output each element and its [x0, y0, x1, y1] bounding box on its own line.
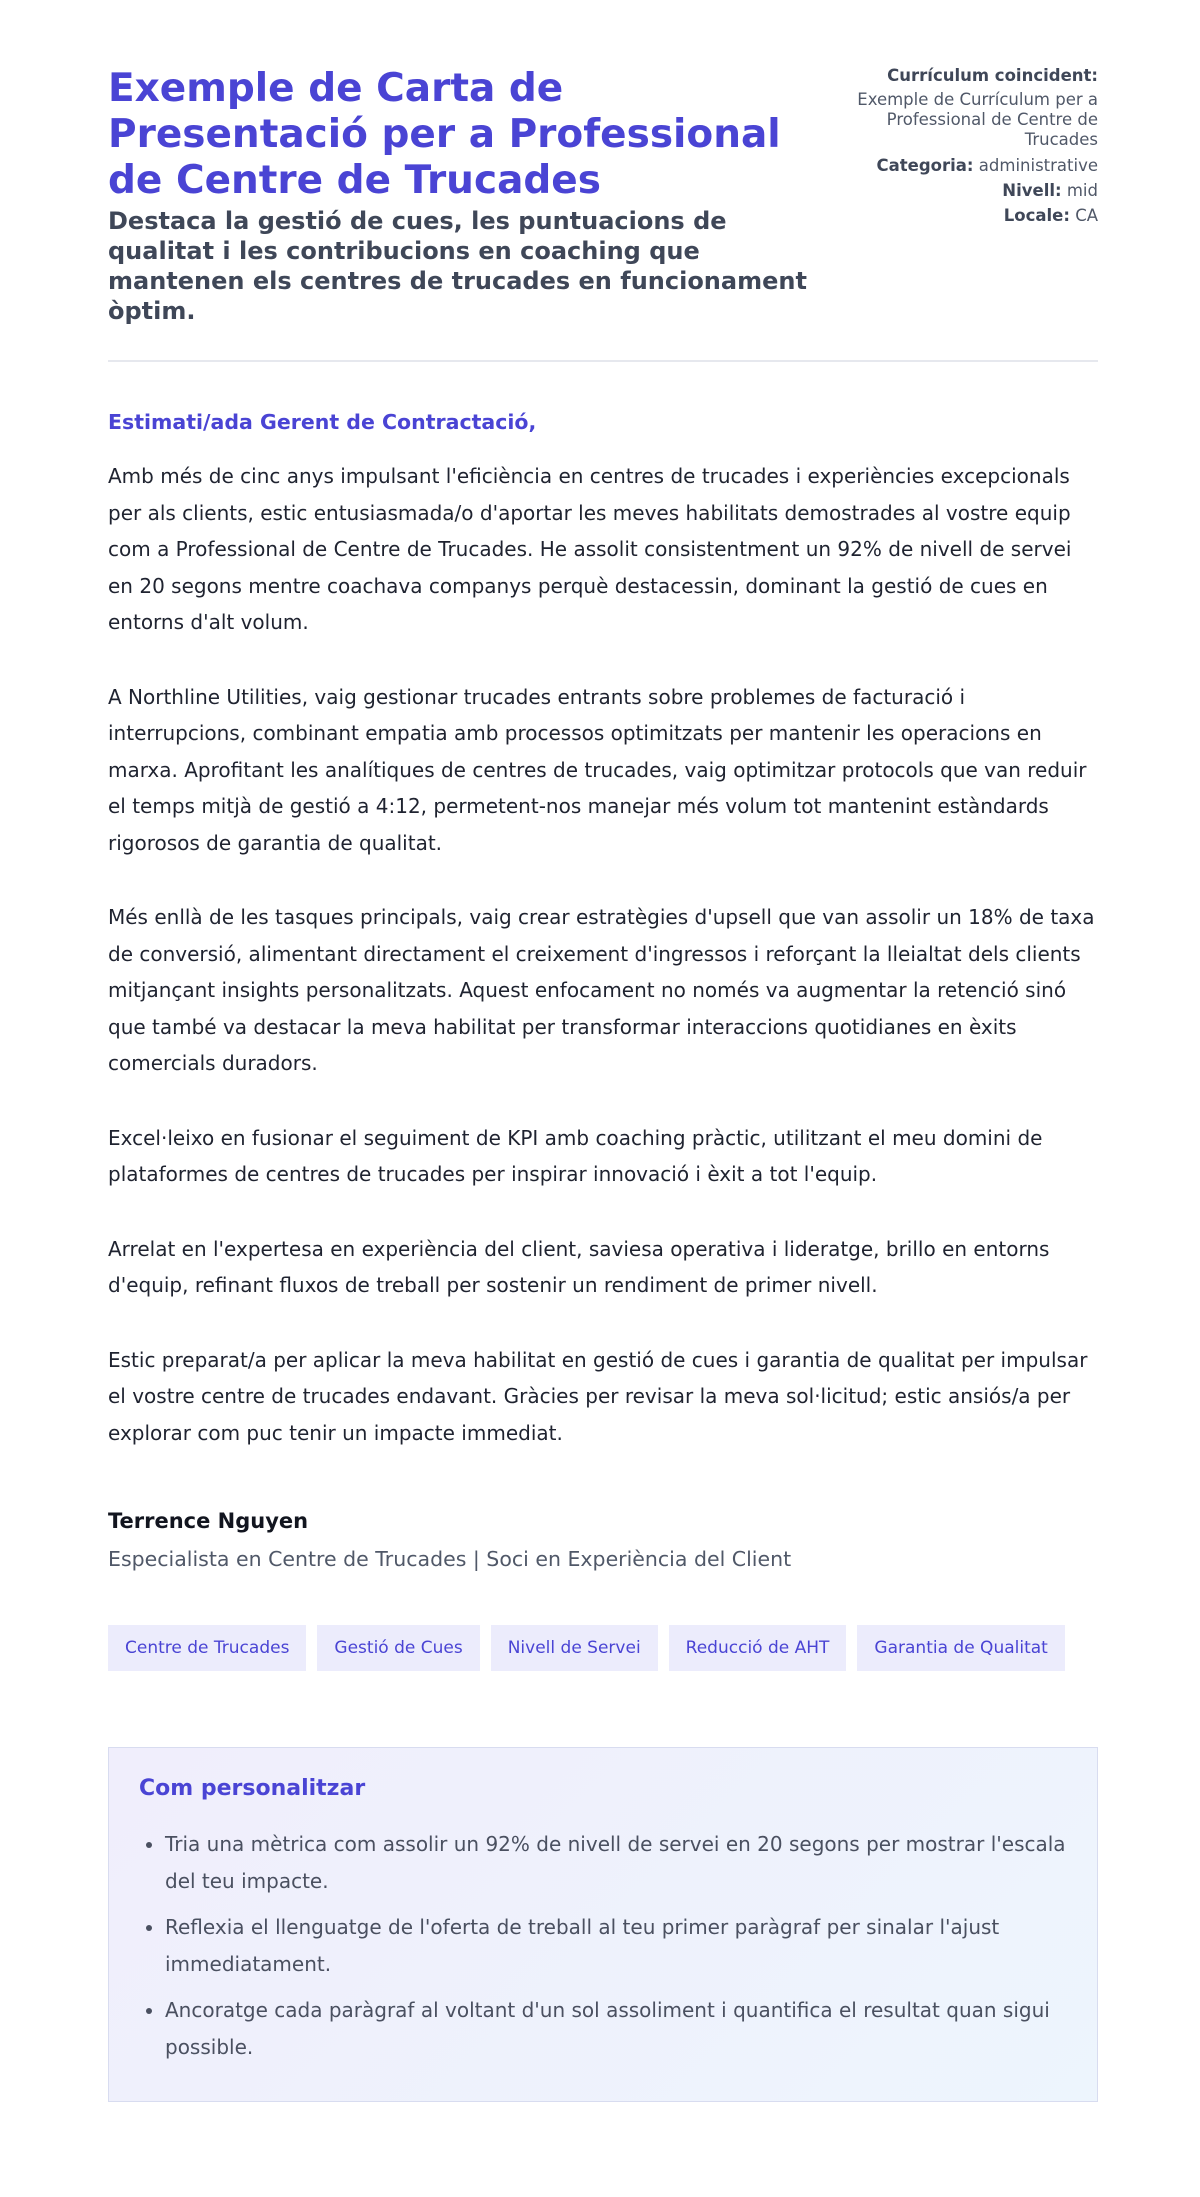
- meta-level-label: Nivell:: [1002, 181, 1062, 200]
- letter-paragraph: Arrelat en l'expertesa en experiència del client, saviesa operativa i lideratge, brillo en entorns d'equip, refinant fluxos de treball per sostenir un rendiment de primer nivell.: [108, 1236, 1050, 1297]
- tag: Garantia de Qualitat: [857, 1625, 1064, 1671]
- meta-locale-label: Locale:: [1003, 206, 1070, 225]
- header: [108, 66, 1098, 326]
- letter-paragraph: Amb més de cinc anys impulsant l'eficiència en centres de trucades i experiències excepcionals per als clients, estic entusiasmada/o d'aportar les meves habilitats demostrades al vostre equip com a Professional de Centre de Trucades. He assolit consistentment un 92% de nivell de servei en 20 segons mentre coachava companys perquè destacessin, dominant la gestió de cues en entorns d'alt volum.: [108, 464, 1072, 634]
- tip-item: • Ancoratge cada paràgraf al voltant d'un sol assoliment i quantifica el resultat quan sigui possible.: [165, 1992, 1067, 2066]
- meta-locale-value: CA: [1075, 206, 1098, 225]
- tips-title: Com personalitzar: [139, 1776, 366, 1801]
- meta-panel: [828, 66, 1098, 326]
- page-subtitle: Destaca la gestió de cues, les puntuacions de qualitat i les contribucions en coaching que mantenen els centres de trucades en funcionament òptim.: [108, 207, 807, 325]
- meta-level: [828, 179, 1098, 202]
- divider: [108, 360, 1098, 362]
- letter-greeting: Estimati/ada Gerent de Contractació,: [108, 410, 537, 434]
- meta-resume-label: Currículum coincident:: [887, 66, 1098, 85]
- tag-list: [108, 1625, 1098, 1671]
- meta-category-label: Categoria:: [876, 156, 974, 175]
- meta-locale: [828, 204, 1098, 227]
- meta-resume-link[interactable]: Exemple de Currículum per a Professional de Centre de Trucades: [857, 90, 1098, 149]
- tag: Centre de Trucades: [108, 1625, 306, 1671]
- meta-resume: [828, 66, 1098, 150]
- tag: Nivell de Servei: [491, 1625, 658, 1671]
- meta-category-value: administrative: [978, 156, 1098, 175]
- customization-tips: [108, 1747, 1098, 2102]
- tip-item: • Tria una mètrica com assolir un 92% de nivell de servei en 20 segons per mostrar l'escala del teu impacte.: [165, 1826, 1067, 1900]
- letter-paragraph: Més enllà de les tasques principals, vaig crear estratègies d'upsell que van assolir un 18% de taxa de conversió, alimentant directament el creixement d'ingressos i reforçant la lleialtat dels clients mitjançant insights personalitzats. Aquest enfocament no només va augmentar la retenció sinó que també va destacar la meva habilitat per transformar interaccions quotidianes en èxits comercials duradors.: [108, 905, 1095, 1075]
- meta-category: [828, 154, 1098, 177]
- header-left: [108, 66, 808, 326]
- tag: Reducció de AHT: [669, 1625, 847, 1671]
- cover-letter-page: [108, 66, 1098, 2102]
- meta-level-value: mid: [1066, 181, 1098, 200]
- tag: Gestió de Cues: [317, 1625, 479, 1671]
- page-title: Exemple de Carta de Presentació per a Professional de Centre de Trucades: [108, 66, 781, 203]
- tips-list: [139, 1826, 1067, 2066]
- letter-body: [108, 458, 1098, 1451]
- letter-paragraph: A Northline Utilities, vaig gestionar trucades entrants sobre problemes de facturació i interrupcions, combinant empatia amb processos optimitzats per mantenir les operacions en marxa. Aprofitant les analítiques de centres de trucades, vaig optimitzar protocols que van reduir el temps mitjà de gestió a 4:12, permetent-nos manejar més volum tot mantenint estàndards rigorosos de garantia de qualitat.: [108, 684, 1087, 855]
- tip-item: • Reflexia el llenguatge de l'oferta de treball al teu primer paràgraf per sinalar l'ajust immediatament.: [165, 1909, 1067, 1983]
- letter-paragraph: Estic preparat/a per aplicar la meva habilitat en gestió de cues i garantia de qualitat per impulsar el vostre centre de trucades endavant. Gràcies per revisar la meva sol·licitud; estic ansiós/a per explorar com puc tenir un impacte immediat.: [108, 1347, 1088, 1445]
- signature-title: Especialista en Centre de Trucades | Soci en Experiència del Client: [108, 1547, 792, 1571]
- signature-name: Terrence Nguyen: [108, 1509, 309, 1533]
- letter-paragraph: Excel·leixo en fusionar el seguiment de KPI amb coaching pràctic, utilitzant el meu domini de plataformes de centres de trucades per inspirar innovació i èxit a tot l'equip.: [108, 1125, 1043, 1186]
